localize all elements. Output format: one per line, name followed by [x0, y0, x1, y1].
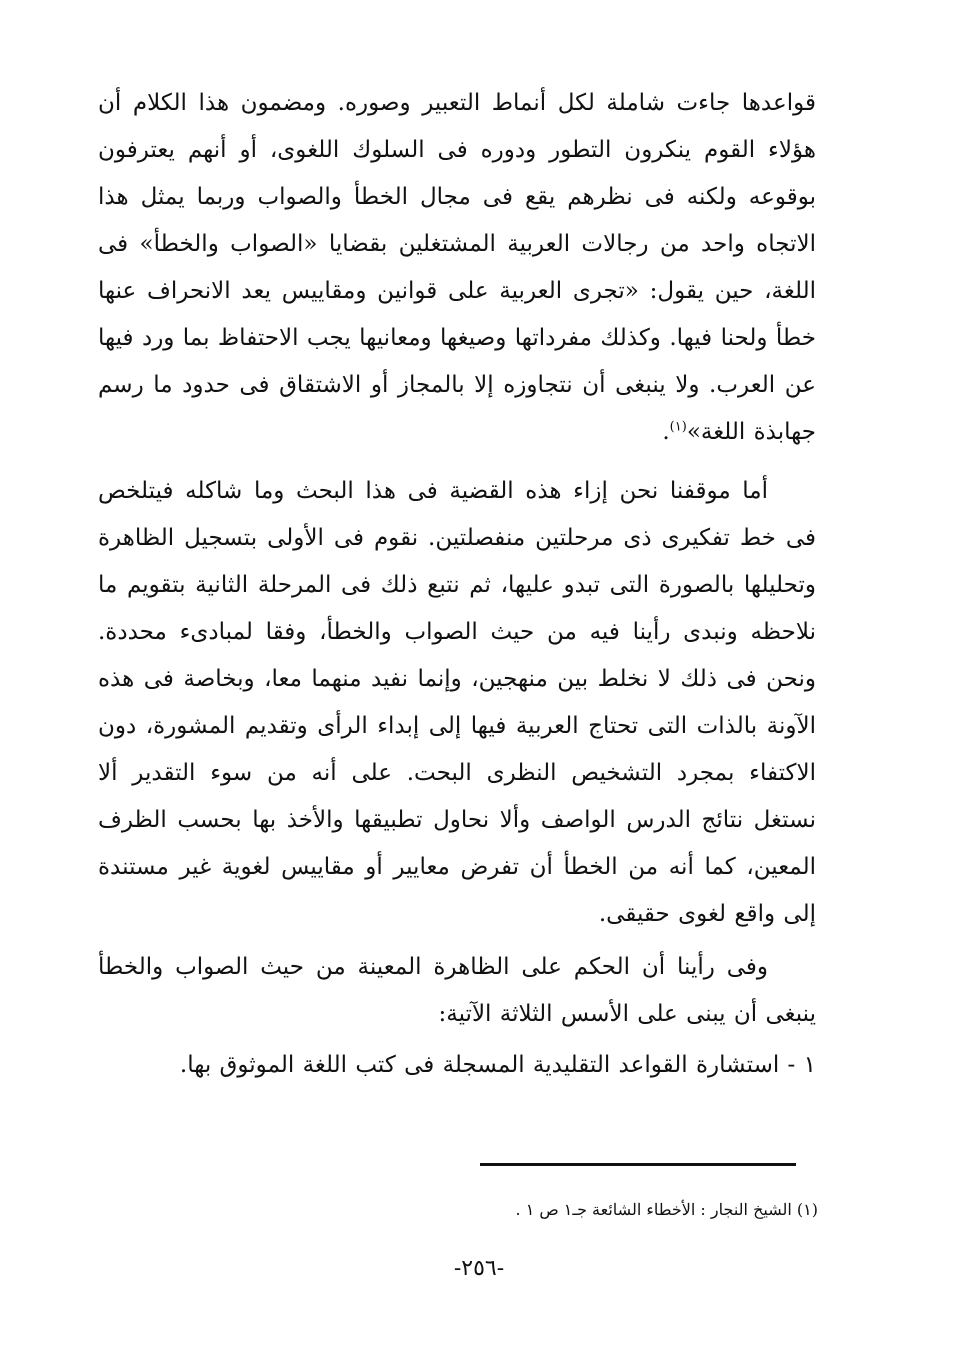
paragraph-end: .	[662, 419, 670, 445]
list-item: ١ - استشارة القواعد التقليدية المسجلة فى كتب اللغة الموثوق بها.	[179, 1052, 816, 1078]
page-content	[98, 80, 816, 1300]
paragraph-text: قواعدها جاءت شاملة لكل أنماط التعبير وصوره. ومضمون هذا الكلام أن هؤلاء القوم ينكرون التطور ودوره فى السلوك اللغوى، أو أنهم يعترفون بوقوعه ولكنه فى نظرهم يقع فى مجال الخطأ والصواب وربما يمثل هذا الاتجاه واحد من رجالات العربية المشتغلين بقضايا «الصواب والخطأ» فى اللغة، حين يقول: «تجرى العربية على قوانين ومقاييس يعد الانحراف عنها خطأ ولحنا فيها. وكذلك مفرداتها وصيغها ومعانيها يجب الاحتفاظ بما ورد فيها عن العرب. ولا ينبغى أن نتجاوزه إلا بالمجاز أو الاشتقاق فى حدود ما رسم جهابذة اللغة»	[98, 90, 816, 445]
footnote: (١) الشيخ النجار : الأخطاء الشائعة جـ١ ص ١ .	[515, 1200, 818, 1219]
page-number: -٢٥٦-	[453, 1256, 505, 1281]
footnote-reference: (١)	[669, 419, 687, 435]
body-text	[98, 80, 816, 1089]
paragraph: وفى رأينا أن الحكم على الظاهرة المعينة من حيث الصواب والخطأ ينبغى أن يبنى على الأسس الثلاثة الآتية:	[98, 954, 816, 1027]
paragraph	[98, 80, 816, 456]
paragraph: أما موقفنا نحن إزاء هذه القضية فى هذا البحث وما شاكله فيتلخص فى خط تفكيرى ذى مرحلتين منفصلتين. نقوم فى الأولى بتسجيل الظاهرة وتحليلها بالصورة التى تبدو عليها، ثم نتبع ذلك فى المرحلة الثانية بتقويم ما نلاحظه ونبدى رأينا فيه من حيث الصواب والخطأ، وفقا لمبادىء محددة. ونحن فى ذلك لا نخلط بين منهجين، وإنما نفيد منهما معا، وبخاصة فى هذه الآونة بالذات التى تحتاج العربية فيها إلى إبداء الرأى وتقديم المشورة، دون الاكتفاء بمجرد التشخيص النظرى البحت. على أنه من سوء التقدير ألا نستغل نتائج الدرس الواصف وألا نحاول تطبيقها والأخذ بها بحسب الظرف المعين، كما أنه من الخطأ أن تفرض معايير أو مقاييس لغوية غير مستندة إلى واقع لغوى حقيقى.	[98, 478, 816, 927]
footnote-divider	[480, 1163, 796, 1166]
